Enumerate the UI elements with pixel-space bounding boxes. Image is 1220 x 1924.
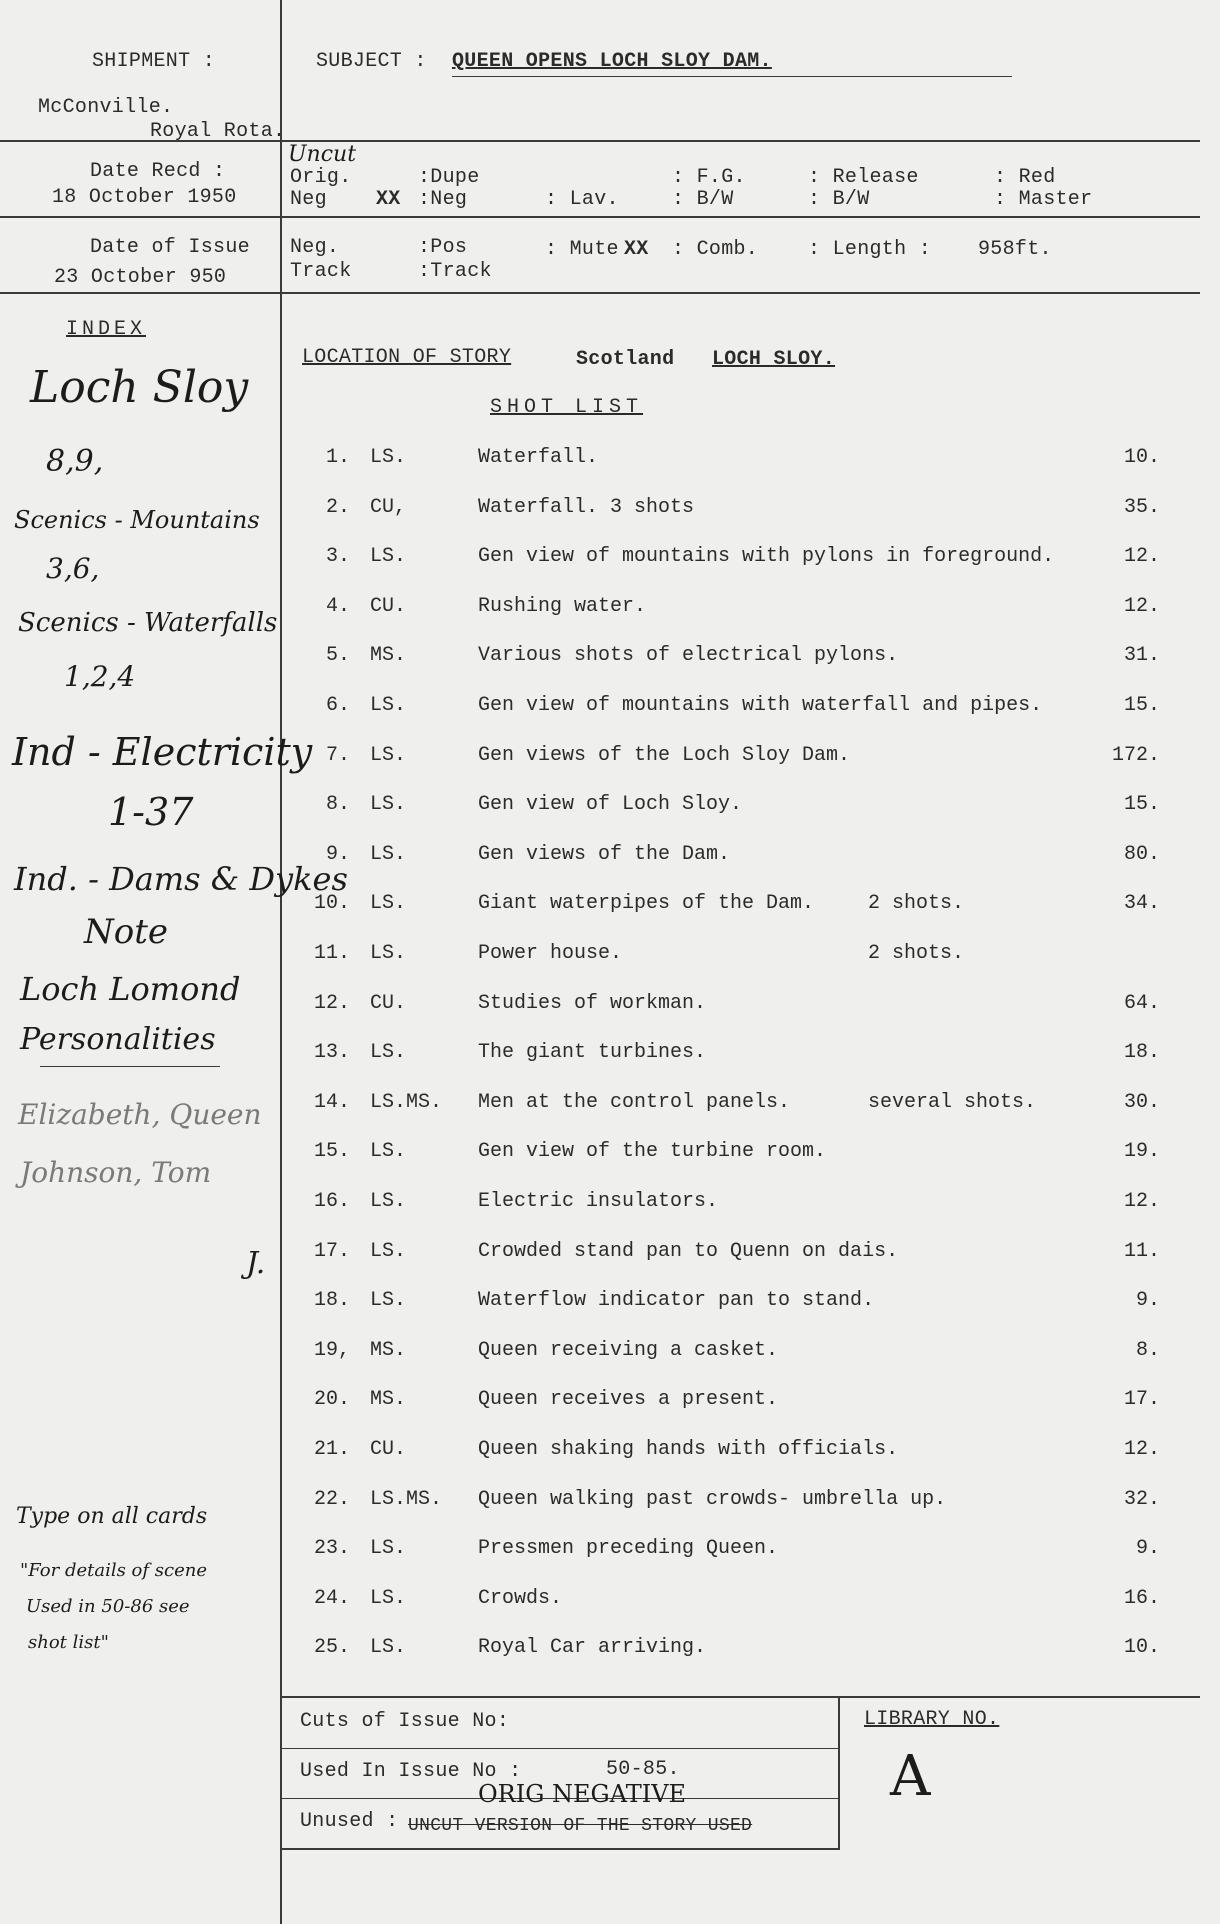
shot-description: Gen views of the Dam. — [478, 843, 731, 866]
index-note-electricity: Ind - Electricity — [12, 730, 313, 774]
bottom-note-line-3: Used in 50-86 see — [26, 1596, 190, 1617]
shot-length: 32. — [1123, 1488, 1160, 1511]
uncut-note: Uncut — [288, 142, 357, 167]
footer-divider-top — [280, 1696, 1200, 1698]
subject-underline — [452, 76, 1012, 77]
shot-number: 15. — [313, 1140, 350, 1163]
shot-length: 12. — [1123, 595, 1160, 618]
dupe-neg-bottom: :Neg — [418, 188, 468, 211]
shot-number: 8. — [325, 793, 350, 816]
shot-number: 14. — [313, 1091, 350, 1114]
shot-number: 19, — [313, 1339, 350, 1362]
index-note-personalities: Personalities — [20, 1022, 216, 1057]
shot-type: MS. — [370, 644, 407, 667]
shot-number: 2. — [325, 496, 350, 519]
shot-description: Men at the control panels. — [478, 1091, 791, 1114]
length-value: 958ft. — [978, 238, 1052, 261]
used-in-issue-value: 50-85. — [606, 1758, 680, 1781]
shipment-label: SHIPMENT : — [92, 50, 216, 73]
bottom-note-line-4: shot list" — [28, 1632, 109, 1653]
shot-description: Gen view of the turbine room. — [478, 1140, 827, 1163]
shot-length: 9. — [1135, 1537, 1160, 1560]
index-note-loch-sloy: Loch Sloy — [30, 362, 249, 413]
shot-number: 4. — [325, 595, 350, 618]
release-bottom: : B/W — [808, 188, 870, 211]
shipment-value-2: Royal Rota. — [150, 120, 286, 143]
used-in-issue-label: Used In Issue No : — [300, 1760, 522, 1783]
shot-type: LS. — [370, 1289, 407, 1312]
shot-length: 172. — [1111, 744, 1160, 767]
shot-length: 10. — [1123, 1636, 1160, 1659]
shot-row — [300, 1041, 1180, 1069]
orig-neg-top: Orig. — [290, 166, 352, 189]
shot-type: LS. — [370, 744, 407, 767]
shot-row — [300, 1240, 1180, 1268]
shot-row — [300, 1438, 1180, 1466]
shot-description: Crowded stand pan to Quenn on dais. — [478, 1240, 899, 1263]
shot-row — [300, 1587, 1180, 1615]
shot-type: LS.MS. — [370, 1488, 443, 1511]
shot-type: LS. — [370, 1041, 407, 1064]
index-note-note: Note — [84, 912, 169, 952]
shot-row — [300, 694, 1180, 722]
shot-note: several shots. — [868, 1091, 1037, 1114]
red-master-top: : Red — [994, 166, 1056, 189]
shot-description: Waterflow indicator pan to stand. — [478, 1289, 875, 1312]
index-note-initial: J. — [246, 1246, 266, 1281]
mute-mark: XX — [624, 238, 649, 261]
shot-type: LS. — [370, 545, 407, 568]
footer-row-divider-1 — [280, 1748, 840, 1749]
shot-length: 15. — [1123, 793, 1160, 816]
shot-row — [300, 1140, 1180, 1168]
dupe-neg-top: :Dupe — [418, 166, 480, 189]
shot-description: Pressmen preceding Queen. — [478, 1537, 779, 1560]
index-note-refs-3: 1,2,4 — [64, 660, 136, 693]
shot-number: 17. — [313, 1240, 350, 1263]
shot-type: CU, — [370, 496, 407, 519]
shot-number: 13. — [313, 1041, 350, 1064]
shot-length: 31. — [1123, 644, 1160, 667]
shot-description: The giant turbines. — [478, 1041, 707, 1064]
shot-type: LS. — [370, 942, 407, 965]
shot-type: MS. — [370, 1388, 407, 1411]
date-recd-value: 18 October 1950 — [52, 186, 237, 209]
shot-row — [300, 1190, 1180, 1218]
fg-bottom: : B/W — [672, 188, 734, 211]
shot-length: 9. — [1135, 1289, 1160, 1312]
shot-row — [300, 892, 1180, 920]
shot-number: 3. — [325, 545, 350, 568]
shot-number: 24. — [313, 1587, 350, 1610]
unused-handwritten: ORIG NEGATIVE — [478, 1780, 687, 1808]
shot-row — [300, 545, 1180, 573]
shot-row — [300, 942, 1180, 970]
shot-number: 23. — [313, 1537, 350, 1560]
shot-description: Queen shaking hands with officials. — [478, 1438, 899, 1461]
index-title: INDEX — [66, 318, 147, 341]
orig-neg-mark: XX — [376, 188, 401, 211]
shot-length: 19. — [1123, 1140, 1160, 1163]
shot-row — [300, 1636, 1180, 1664]
index-note-refs-2: 3,6, — [46, 552, 100, 585]
cuts-of-issue-label: Cuts of Issue No: — [300, 1710, 510, 1733]
index-note-rule — [40, 1066, 220, 1067]
shot-number: 25. — [313, 1636, 350, 1659]
shot-note: 2 shots. — [868, 942, 965, 965]
shot-number: 10. — [313, 892, 350, 915]
shot-description: Gen view of mountains with waterfall and pipes. — [478, 694, 1043, 717]
shot-length: 8. — [1135, 1339, 1160, 1362]
shot-length: 11. — [1123, 1240, 1160, 1263]
bottom-note-line-1: Type on all cards — [16, 1504, 208, 1529]
shot-description: Gen view of mountains with pylons in foreground. — [478, 545, 1055, 568]
unused-label: Unused : — [300, 1810, 399, 1833]
shot-type: LS. — [370, 843, 407, 866]
shot-number: 7. — [325, 744, 350, 767]
comb-label: : Comb. — [672, 238, 759, 261]
shot-row — [300, 1289, 1180, 1317]
shot-row — [300, 992, 1180, 1020]
shot-number: 22. — [313, 1488, 350, 1511]
left-column-divider — [280, 0, 282, 1924]
shot-length: 80. — [1123, 843, 1160, 866]
shot-length: 12. — [1123, 545, 1160, 568]
shot-note: 2 shots. — [868, 892, 965, 915]
shot-type: CU. — [370, 1438, 407, 1461]
pos-track-top: :Pos — [418, 236, 468, 259]
subject-value: QUEEN OPENS LOCH SLOY DAM. — [452, 50, 772, 73]
shot-row — [300, 446, 1180, 474]
index-note-elizabeth: Elizabeth, Queen — [18, 1098, 262, 1131]
shot-type: LS. — [370, 1587, 407, 1610]
red-master-bottom: : Master — [994, 188, 1093, 211]
library-no-value: A — [890, 1744, 931, 1809]
location-value-2: LOCH SLOY. — [712, 348, 836, 371]
shot-number: 5. — [325, 644, 350, 667]
location-label: LOCATION OF STORY — [302, 346, 512, 369]
shot-type: LS. — [370, 694, 407, 717]
shot-number: 20. — [313, 1388, 350, 1411]
shot-row — [300, 496, 1180, 524]
footer-divider-bottom — [280, 1848, 840, 1850]
shot-row — [300, 843, 1180, 871]
neg-track-top: Neg. — [290, 236, 340, 259]
shot-description: Queen receives a present. — [478, 1388, 779, 1411]
shot-description: Power house. — [478, 942, 623, 965]
shot-type: LS. — [370, 1240, 407, 1263]
shot-description: Waterfall. — [478, 446, 599, 469]
shot-type: LS. — [370, 1636, 407, 1659]
library-no-label: LIBRARY NO. — [864, 1708, 1000, 1731]
shot-row — [300, 644, 1180, 672]
shot-length: 64. — [1123, 992, 1160, 1015]
shot-number: 21. — [313, 1438, 350, 1461]
shot-row — [300, 744, 1180, 772]
shot-description: Queen walking past crowds- umbrella up. — [478, 1488, 947, 1511]
shot-type: CU. — [370, 992, 407, 1015]
location-value-1: Scotland — [576, 348, 675, 371]
mute-label: : Mute — [545, 238, 619, 261]
shot-length: 16. — [1123, 1587, 1160, 1610]
index-note-scenics-mountains: Scenics - Mountains — [14, 506, 260, 534]
index-note-refs-1: 8,9, — [46, 444, 104, 479]
orig-neg-bottom: Neg — [290, 188, 327, 211]
shot-type: LS. — [370, 1190, 407, 1213]
shot-description: Waterfall. 3 shots — [478, 496, 695, 519]
shot-description: Gen views of the Loch Sloy Dam. — [478, 744, 851, 767]
shot-number: 18. — [313, 1289, 350, 1312]
library-divider — [838, 1696, 840, 1848]
shot-number: 11. — [313, 942, 350, 965]
shot-length: 17. — [1123, 1388, 1160, 1411]
shot-row — [300, 595, 1180, 623]
shot-row — [300, 1091, 1180, 1119]
shot-row — [300, 793, 1180, 821]
shot-description: Electric insulators. — [478, 1190, 719, 1213]
shot-type: LS. — [370, 1537, 407, 1560]
date-issue-value: 23 October 950 — [54, 266, 227, 289]
shot-length: 12. — [1123, 1190, 1160, 1213]
shot-type: LS. — [370, 793, 407, 816]
shot-length: 30. — [1123, 1091, 1160, 1114]
length-label: : Length : — [808, 238, 932, 261]
shot-length: 18. — [1123, 1041, 1160, 1064]
subject-label: SUBJECT : — [316, 50, 427, 73]
shot-description: Royal Car arriving. — [478, 1636, 707, 1659]
index-note-loch-lomond: Loch Lomond — [20, 970, 241, 1008]
shot-type: LS. — [370, 446, 407, 469]
unused-typed: UNCUT VERSION OF THE STORY USED — [408, 1816, 753, 1836]
shot-type: LS. — [370, 892, 407, 915]
shot-number: 12. — [313, 992, 350, 1015]
fg-top: : F.G. — [672, 166, 746, 189]
shot-description: Various shots of electrical pylons. — [478, 644, 899, 667]
shot-type: LS.MS. — [370, 1091, 443, 1114]
shot-length: 35. — [1123, 496, 1160, 519]
pos-track-bottom: :Track — [418, 260, 492, 283]
index-note-johnson: Johnson, Tom — [20, 1156, 212, 1189]
shot-row — [300, 1388, 1180, 1416]
shot-number: 16. — [313, 1190, 350, 1213]
shot-description: Giant waterpipes of the Dam. — [478, 892, 815, 915]
lav-label: : Lav. — [545, 188, 619, 211]
shot-length: 10. — [1123, 446, 1160, 469]
release-top: : Release — [808, 166, 919, 189]
shot-type: CU. — [370, 595, 407, 618]
shot-type: LS. — [370, 1140, 407, 1163]
neg-track-bottom: Track — [290, 260, 352, 283]
shot-description: Rushing water. — [478, 595, 647, 618]
shot-number: 6. — [325, 694, 350, 717]
shot-row — [300, 1339, 1180, 1367]
index-note-refs-4: 1-37 — [108, 790, 194, 834]
shot-length: 34. — [1123, 892, 1160, 915]
shot-number: 1. — [325, 446, 350, 469]
shot-row — [300, 1488, 1180, 1516]
shipment-value-1: McConville. — [38, 96, 174, 119]
date-recd-label: Date Recd : — [90, 160, 226, 183]
shot-type: MS. — [370, 1339, 407, 1362]
date-issue-label: Date of Issue — [90, 236, 250, 259]
shot-description: Queen receiving a casket. — [478, 1339, 779, 1362]
shot-list-title: SHOT LIST — [490, 396, 644, 419]
index-note-scenics-waterfalls: Scenics - Waterfalls — [18, 608, 278, 638]
shot-number: 9. — [325, 843, 350, 866]
shot-description: Gen view of Loch Sloy. — [478, 793, 743, 816]
shot-length: 15. — [1123, 694, 1160, 717]
bottom-note-line-2: "For details of scene — [20, 1560, 207, 1581]
shot-description: Crowds. — [478, 1587, 563, 1610]
header-divider-2 — [0, 216, 1200, 218]
shot-length: 12. — [1123, 1438, 1160, 1461]
shot-row — [300, 1537, 1180, 1565]
index-note-dams: Ind. - Dams & Dykes — [14, 860, 348, 898]
header-divider-3 — [0, 292, 1200, 294]
shot-description: Studies of workman. — [478, 992, 707, 1015]
